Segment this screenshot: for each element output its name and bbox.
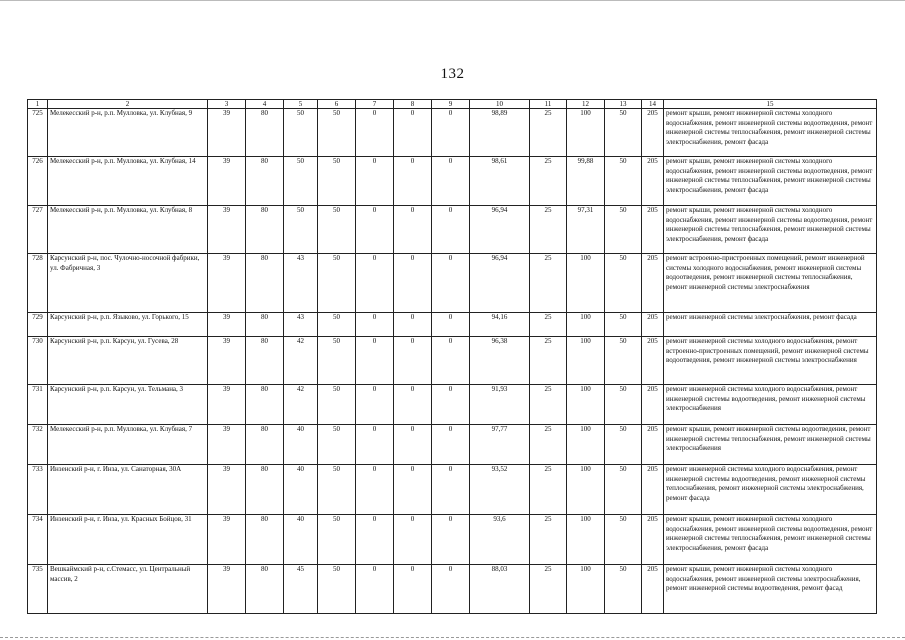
col-header-5: 5 — [284, 100, 318, 109]
value-cell: 43 — [284, 254, 318, 313]
row-number: 733 — [28, 465, 48, 515]
value-cell: 80 — [246, 337, 284, 385]
value-cell: 80 — [246, 565, 284, 614]
address-cell: Инзенский р-н, г. Инза, ул. Красных Бойцов, 31 — [48, 515, 208, 565]
value-cell: 25 — [530, 565, 567, 614]
table-row — [28, 337, 877, 385]
value-cell: 50 — [284, 109, 318, 157]
table-row — [28, 254, 877, 313]
value-cell: 0 — [432, 254, 470, 313]
table-row — [28, 425, 877, 465]
value-cell: 100 — [567, 465, 605, 515]
value-cell: 100 — [567, 565, 605, 614]
address-cell: Вешкаймский р-н, с.Стемасс, ул. Центральный массив, 2 — [48, 565, 208, 614]
table-row — [28, 565, 877, 614]
value-cell: 100 — [567, 254, 605, 313]
value-cell: 0 — [356, 337, 394, 385]
value-cell: 50 — [318, 313, 356, 337]
value-cell: 0 — [394, 313, 432, 337]
value-cell: 96,38 — [470, 337, 530, 385]
value-cell: 25 — [530, 385, 567, 425]
works-cell: ремонт инженерной системы электроснабжения, ремонт фасада — [664, 313, 877, 337]
value-cell: 205 — [642, 565, 664, 614]
value-cell: 50 — [318, 565, 356, 614]
value-cell: 0 — [394, 565, 432, 614]
value-cell: 205 — [642, 465, 664, 515]
address-cell: Карсунский р-н, р.п. Языково, ул. Горького, 15 — [48, 313, 208, 337]
value-cell: 0 — [432, 515, 470, 565]
value-cell: 39 — [208, 515, 246, 565]
col-header-1: 1 — [28, 100, 48, 109]
value-cell: 205 — [642, 206, 664, 254]
value-cell: 0 — [394, 254, 432, 313]
value-cell: 50 — [605, 565, 642, 614]
value-cell: 50 — [284, 206, 318, 254]
row-number: 732 — [28, 425, 48, 465]
value-cell: 50 — [605, 206, 642, 254]
value-cell: 97,31 — [567, 206, 605, 254]
value-cell: 96,94 — [470, 206, 530, 254]
table-row — [28, 157, 877, 206]
value-cell: 80 — [246, 157, 284, 206]
value-cell: 0 — [432, 385, 470, 425]
value-cell: 43 — [284, 313, 318, 337]
row-number: 730 — [28, 337, 48, 385]
value-cell: 25 — [530, 425, 567, 465]
value-cell: 0 — [356, 109, 394, 157]
value-cell: 100 — [567, 515, 605, 565]
col-header-4: 4 — [246, 100, 284, 109]
value-cell: 50 — [605, 425, 642, 465]
value-cell: 98,89 — [470, 109, 530, 157]
value-cell: 91,93 — [470, 385, 530, 425]
row-number: 734 — [28, 515, 48, 565]
col-header-12: 12 — [567, 100, 605, 109]
value-cell: 40 — [284, 465, 318, 515]
value-cell: 42 — [284, 337, 318, 385]
value-cell: 0 — [432, 313, 470, 337]
works-cell: ремонт крыши, ремонт инженерной системы холодного водоснабжения, ремонт инженерной системы водоотведения, ремонт инженерной системы теплоснабжения, ремонт инженерной системы электроснабжения, ремонт фасада — [664, 515, 877, 565]
value-cell: 80 — [246, 515, 284, 565]
value-cell: 100 — [567, 109, 605, 157]
value-cell: 93,52 — [470, 465, 530, 515]
value-cell: 39 — [208, 385, 246, 425]
value-cell: 0 — [394, 157, 432, 206]
value-cell: 50 — [318, 337, 356, 385]
value-cell: 25 — [530, 157, 567, 206]
value-cell: 25 — [530, 337, 567, 385]
value-cell: 0 — [356, 157, 394, 206]
value-cell: 25 — [530, 465, 567, 515]
value-cell: 0 — [432, 565, 470, 614]
works-cell: ремонт инженерной системы холодного водоснабжения, ремонт встроенно-пристроенных помещений, ремонт инженерной системы водоотведения, ремонт инженерной системы электроснабжения — [664, 337, 877, 385]
address-cell: Мелекесский р-н, р.п. Мулловка, ул. Клубная, 8 — [48, 206, 208, 254]
col-header-15: 15 — [664, 100, 877, 109]
table-row — [28, 465, 877, 515]
value-cell: 50 — [605, 337, 642, 385]
value-cell: 99,88 — [567, 157, 605, 206]
col-header-7: 7 — [356, 100, 394, 109]
value-cell: 50 — [318, 385, 356, 425]
row-number: 728 — [28, 254, 48, 313]
col-header-9: 9 — [432, 100, 470, 109]
table-row — [28, 515, 877, 565]
value-cell: 50 — [605, 385, 642, 425]
col-header-13: 13 — [605, 100, 642, 109]
row-number: 725 — [28, 109, 48, 157]
col-header-14: 14 — [642, 100, 664, 109]
value-cell: 98,61 — [470, 157, 530, 206]
address-cell: Карсунский р-н, пос. Чулочно-носочной фабрики, ул. Фабричная, 3 — [48, 254, 208, 313]
value-cell: 50 — [284, 157, 318, 206]
value-cell: 0 — [356, 565, 394, 614]
address-cell: Мелекесский р-н, р.п. Мулловка, ул. Клубная, 9 — [48, 109, 208, 157]
value-cell: 0 — [394, 206, 432, 254]
value-cell: 0 — [356, 465, 394, 515]
value-cell: 50 — [318, 157, 356, 206]
value-cell: 50 — [318, 206, 356, 254]
value-cell: 39 — [208, 157, 246, 206]
value-cell: 205 — [642, 157, 664, 206]
value-cell: 50 — [318, 465, 356, 515]
value-cell: 50 — [605, 109, 642, 157]
value-cell: 42 — [284, 385, 318, 425]
value-cell: 205 — [642, 254, 664, 313]
value-cell: 25 — [530, 515, 567, 565]
value-cell: 80 — [246, 254, 284, 313]
bottom-border-line — [0, 637, 905, 638]
value-cell: 93,6 — [470, 515, 530, 565]
value-cell: 205 — [642, 515, 664, 565]
value-cell: 205 — [642, 385, 664, 425]
col-header-3: 3 — [208, 100, 246, 109]
value-cell: 50 — [318, 425, 356, 465]
value-cell: 205 — [642, 313, 664, 337]
address-cell: Карсунский р-н, р.п. Карсун, ул. Гусева, 28 — [48, 337, 208, 385]
value-cell: 80 — [246, 206, 284, 254]
value-cell: 97,77 — [470, 425, 530, 465]
value-cell: 50 — [605, 157, 642, 206]
value-cell: 205 — [642, 337, 664, 385]
value-cell: 39 — [208, 109, 246, 157]
value-cell: 25 — [530, 109, 567, 157]
row-number: 731 — [28, 385, 48, 425]
col-header-10: 10 — [470, 100, 530, 109]
value-cell: 39 — [208, 337, 246, 385]
column-number-row — [28, 100, 877, 109]
value-cell: 0 — [432, 465, 470, 515]
value-cell: 96,94 — [470, 254, 530, 313]
works-cell: ремонт крыши, ремонт инженерной системы холодного водоснабжения, ремонт инженерной системы водоотведения, ремонт инженерной системы теплоснабжения, ремонт инженерной системы электроснабжения, ремонт фасада — [664, 206, 877, 254]
value-cell: 0 — [394, 425, 432, 465]
value-cell: 0 — [356, 313, 394, 337]
value-cell: 80 — [246, 465, 284, 515]
repair-program-table — [27, 99, 877, 614]
table-row — [28, 313, 877, 337]
value-cell: 0 — [394, 337, 432, 385]
value-cell: 0 — [432, 157, 470, 206]
value-cell: 50 — [318, 109, 356, 157]
value-cell: 80 — [246, 109, 284, 157]
address-cell: Карсунский р-н, р.п. Карсун, ул. Тельмана, 3 — [48, 385, 208, 425]
works-cell: ремонт инженерной системы холодного водоснабжения, ремонт инженерной системы водоотведения, ремонт инженерной системы электроснабжения — [664, 385, 877, 425]
works-cell: ремонт крыши, ремонт инженерной системы холодного водоснабжения, ремонт инженерной системы водоотведения, ремонт инженерной системы теплоснабжения, ремонт инженерной системы электроснабжения, ремонт фасада — [664, 157, 877, 206]
value-cell: 0 — [432, 337, 470, 385]
value-cell: 0 — [356, 385, 394, 425]
value-cell: 80 — [246, 313, 284, 337]
works-cell: ремонт крыши, ремонт инженерной системы холодного водоснабжения, ремонт инженерной системы водоотведения, ремонт инженерной системы теплоснабжения, ремонт инженерной системы электроснабжения, ремонт фасада — [664, 109, 877, 157]
value-cell: 50 — [605, 515, 642, 565]
value-cell: 0 — [356, 515, 394, 565]
value-cell: 39 — [208, 313, 246, 337]
works-cell: ремонт крыши, ремонт инженерной системы водоотведения, ремонт инженерной системы теплоснабжения, ремонт инженерной системы электроснабжения — [664, 425, 877, 465]
value-cell: 205 — [642, 109, 664, 157]
value-cell: 0 — [356, 206, 394, 254]
col-header-11: 11 — [530, 100, 567, 109]
value-cell: 50 — [605, 254, 642, 313]
value-cell: 100 — [567, 313, 605, 337]
col-header-8: 8 — [394, 100, 432, 109]
value-cell: 94,16 — [470, 313, 530, 337]
value-cell: 0 — [432, 109, 470, 157]
row-number: 727 — [28, 206, 48, 254]
value-cell: 0 — [394, 385, 432, 425]
value-cell: 0 — [394, 109, 432, 157]
page-number: 132 — [440, 66, 465, 82]
value-cell: 0 — [356, 254, 394, 313]
value-cell: 45 — [284, 565, 318, 614]
address-cell: Мелекесский р-н, р.п. Мулловка, ул. Клубная, 14 — [48, 157, 208, 206]
works-cell: ремонт крыши, ремонт инженерной системы холодного водоснабжения, ремонт инженерной системы электроснабжения, ремонт инженерной системы водоотведения, ремонт фасад — [664, 565, 877, 614]
value-cell: 0 — [356, 425, 394, 465]
value-cell: 25 — [530, 313, 567, 337]
row-number: 726 — [28, 157, 48, 206]
value-cell: 39 — [208, 206, 246, 254]
table-row — [28, 109, 877, 157]
value-cell: 0 — [432, 206, 470, 254]
table-row — [28, 385, 877, 425]
value-cell: 40 — [284, 425, 318, 465]
value-cell: 80 — [246, 385, 284, 425]
value-cell: 39 — [208, 565, 246, 614]
value-cell: 25 — [530, 206, 567, 254]
works-cell: ремонт встроенно-пристроенных помещений, ремонт инженерной системы холодного водоснабжения, ремонт инженерной системы водоотведения, ремонт инженерной системы теплоснабжения, ремонт инженерной системы электроснабжения — [664, 254, 877, 313]
value-cell: 50 — [318, 515, 356, 565]
value-cell: 25 — [530, 254, 567, 313]
value-cell: 39 — [208, 254, 246, 313]
row-number: 735 — [28, 565, 48, 614]
value-cell: 80 — [246, 425, 284, 465]
value-cell: 50 — [605, 465, 642, 515]
value-cell: 0 — [394, 465, 432, 515]
value-cell: 39 — [208, 465, 246, 515]
value-cell: 88,03 — [470, 565, 530, 614]
table-row — [28, 206, 877, 254]
works-cell: ремонт инженерной системы холодного водоснабжения, ремонт инженерной системы водоотведения, ремонт инженерной системы теплоснабжения, ремонт инженерной системы электроснабжения, ремонт фасада — [664, 465, 877, 515]
address-cell: Мелекесский р-н, р.п. Мулловка, ул. Клубная, 7 — [48, 425, 208, 465]
value-cell: 100 — [567, 425, 605, 465]
value-cell: 0 — [432, 425, 470, 465]
value-cell: 100 — [567, 337, 605, 385]
value-cell: 39 — [208, 425, 246, 465]
value-cell: 205 — [642, 425, 664, 465]
col-header-6: 6 — [318, 100, 356, 109]
col-header-2: 2 — [48, 100, 208, 109]
value-cell: 100 — [567, 385, 605, 425]
value-cell: 40 — [284, 515, 318, 565]
top-border-line — [0, 0, 905, 4]
row-number: 729 — [28, 313, 48, 337]
value-cell: 0 — [394, 515, 432, 565]
address-cell: Инзенский р-н, г. Инза, ул. Санаторная, 30А — [48, 465, 208, 515]
value-cell: 50 — [318, 254, 356, 313]
value-cell: 50 — [605, 313, 642, 337]
